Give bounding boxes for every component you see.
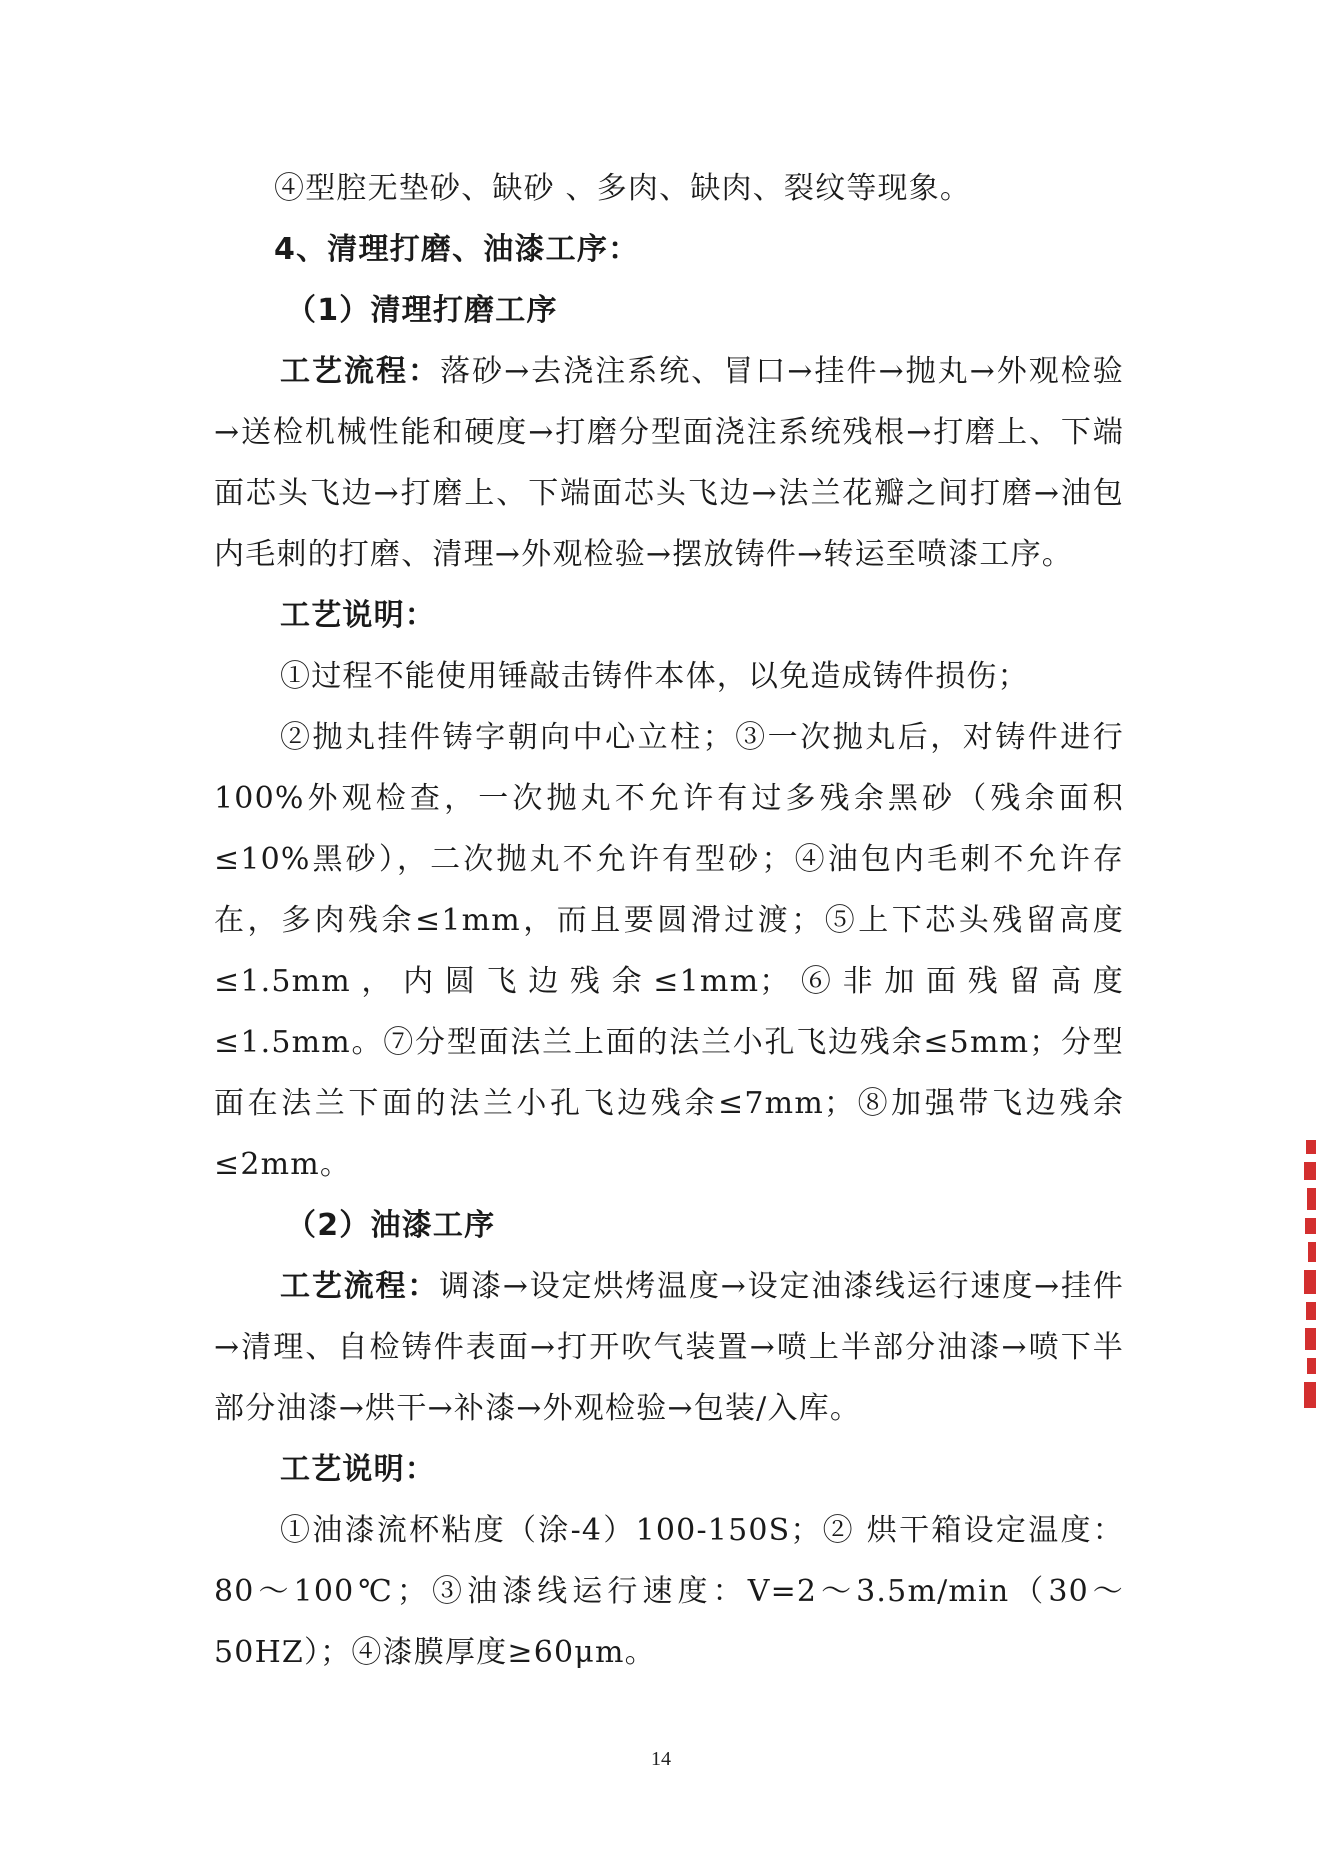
subsection-1-heading: （1）清理打磨工序 bbox=[286, 293, 558, 328]
process-flow-text: 调漆→设定烘烤温度→设定油漆线运行速度→挂件→清理、自检铸件表面→打开吹气装置→喷上半部分油漆→喷下半部分油漆→烘干→补漆→外观检验→包装/入库。 bbox=[214, 1269, 1125, 1426]
process-note-label: 工艺说明： bbox=[280, 1452, 436, 1487]
seal-stamp-edge bbox=[1300, 1140, 1320, 1410]
process-note-item-2: ②抛丸挂件铸字朝向中心立柱；③一次抛丸后，对铸件进行 100%外观检查，一次抛丸不允许有过多残余黑砂（残余面积≤10%黑砂），二次抛丸不允许有型砂；④油包内毛刺不允许存在，多肉残余≤1mm，而且要圆滑过渡；⑤上下芯头残留高度≤1.5mm，内圆飞边残余≤1mm；⑥非加面残留高度≤1.5mm。⑦分型面法兰上面的法兰小孔飞边残余≤5mm；分型面在法兰下面的法兰小孔飞边残余≤7mm；⑧加强带飞边残余≤2mm。 bbox=[214, 720, 1124, 1182]
subsection-2-heading: （2）油漆工序 bbox=[286, 1208, 496, 1243]
process-note-item-1: ①过程不能使用锤敲击铸件本体，以免造成铸件损伤； bbox=[280, 659, 1029, 694]
process-flow-paragraph-1 bbox=[214, 341, 1124, 585]
process-note-paint: ①油漆流杯粘度（涂-4）100-150S；② 烘干箱设定温度：80～100℃；③油漆线运行速度：V=2～3.5m/min（30～50HZ）；④漆膜厚度≥60μm。 bbox=[214, 1513, 1124, 1670]
process-flow-label: 工艺流程： bbox=[280, 354, 441, 389]
document-body bbox=[214, 158, 1124, 1683]
seal-stamp-marks bbox=[1304, 1140, 1316, 1408]
process-flow-text: 落砂→去浇注系统、冒口→挂件→抛丸→外观检验→送检机械性能和硬度→打磨分型面浇注系统残根→打磨上、下端面芯头飞边→打磨上、下端面芯头飞边→法兰花瓣之间打磨→油包内毛刺的打磨、清理→外观检验→摆放铸件→转运至喷漆工序。 bbox=[214, 354, 1125, 572]
process-flow-label: 工艺流程： bbox=[280, 1269, 440, 1304]
process-flow-paragraph-2 bbox=[214, 1256, 1124, 1439]
process-note-label: 工艺说明： bbox=[280, 598, 436, 633]
section-4-heading: 4、清理打磨、油漆工序： bbox=[274, 232, 640, 267]
defect-item-line: ④型腔无垫砂、缺砂 、多肉、缺肉、裂纹等现象。 bbox=[274, 171, 972, 206]
page-number: 14 bbox=[651, 1748, 671, 1770]
